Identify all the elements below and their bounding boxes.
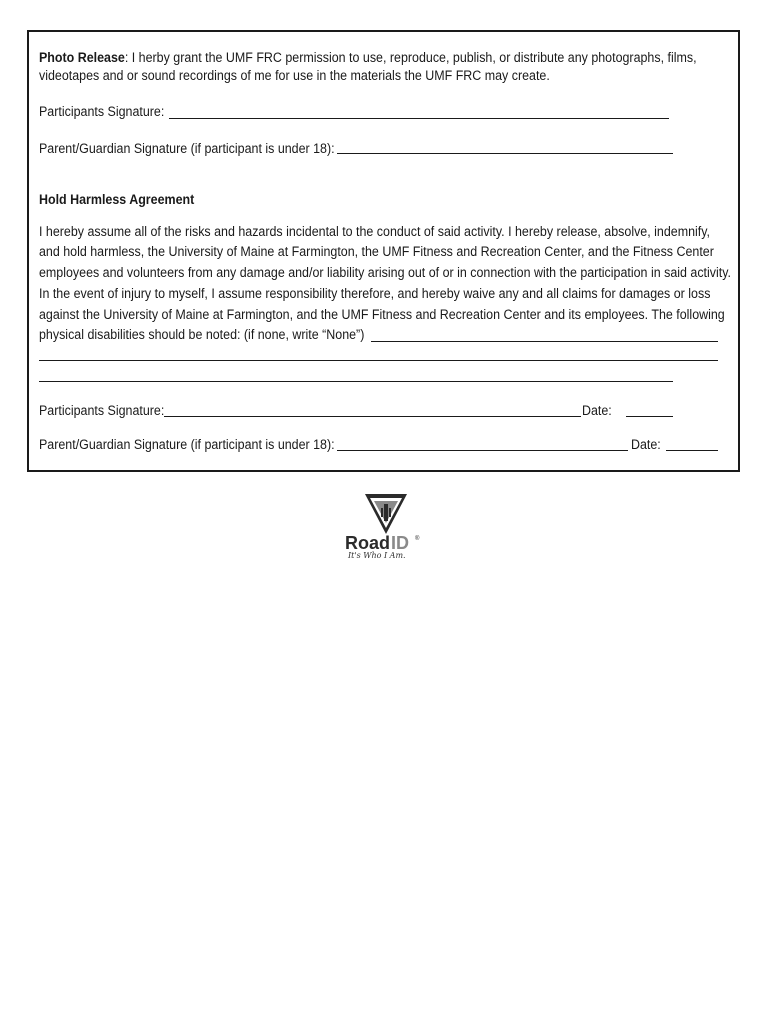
release-form	[27, 30, 740, 472]
guardian-signature-label: Parent/Guardian Signature (if participant is under 18):	[39, 437, 335, 452]
participant-signature-label: Participants Signature:	[39, 403, 165, 418]
hold-harmless-heading: Hold Harmless Agreement	[39, 192, 195, 207]
hold-harmless-line-2: and hold harmless, the University of Maine at Farmington, the UMF Fitness and Recreation Center, and the Fitness Center	[39, 244, 714, 259]
hold-harmless-line-6: physical disabilities should be noted: (if none, write “None”)	[39, 327, 365, 342]
participant-date-label: Date:	[582, 403, 612, 418]
hold-harmless-line-3: employees and volunteers from any damage and/or liability arising out of or in connection with the participation in said activity.	[39, 265, 731, 280]
photo-guardian-signature-line[interactable]	[337, 153, 673, 154]
roadid-brand-id: ID	[391, 533, 409, 553]
hold-harmless-line-1: I hereby assume all of the risks and hazards incidental to the conduct of said activity. I hereby release, absolve, indemnify,	[39, 224, 710, 239]
guardian-date-line[interactable]	[666, 450, 718, 451]
guardian-date-label: Date:	[631, 437, 661, 452]
photo-participant-signature-line[interactable]	[169, 118, 669, 119]
hold-harmless-line-5: against the University of Maine at Farmington, and the UMF Fitness and Recreation Center and its employees. The following	[39, 307, 725, 322]
hold-harmless-line-4: In the event of injury to myself, I assume responsibility therefore, and hereby waive any and all claims for damages or loss	[39, 286, 711, 301]
roadid-shield-icon	[365, 494, 407, 534]
roadid-trademark: ®	[415, 536, 420, 542]
roadid-brand-road: Road	[345, 533, 390, 553]
disabilities-line-3[interactable]	[39, 381, 673, 382]
photo-release-heading: Photo Release	[39, 50, 125, 65]
photo-guardian-signature-label: Parent/Guardian Signature (if participant is under 18):	[39, 141, 335, 156]
photo-release-text-2: videotapes and or sound recordings of me for use in the materials the UMF FRC may create.	[39, 68, 550, 83]
photo-participant-signature-label: Participants Signature:	[39, 104, 165, 119]
participant-date-line[interactable]	[626, 416, 673, 417]
photo-release-paragraph-line-1	[39, 48, 697, 68]
photo-release-text-1: : I herby grant the UMF FRC permission to use, reproduce, publish, or distribute any photographs, films,	[124, 50, 697, 65]
roadid-tagline: It's Who I Am.	[348, 551, 406, 560]
participant-signature-line[interactable]	[164, 416, 581, 417]
disabilities-line-2[interactable]	[39, 360, 718, 361]
guardian-signature-line[interactable]	[337, 450, 628, 451]
disabilities-line-1[interactable]	[371, 341, 718, 342]
